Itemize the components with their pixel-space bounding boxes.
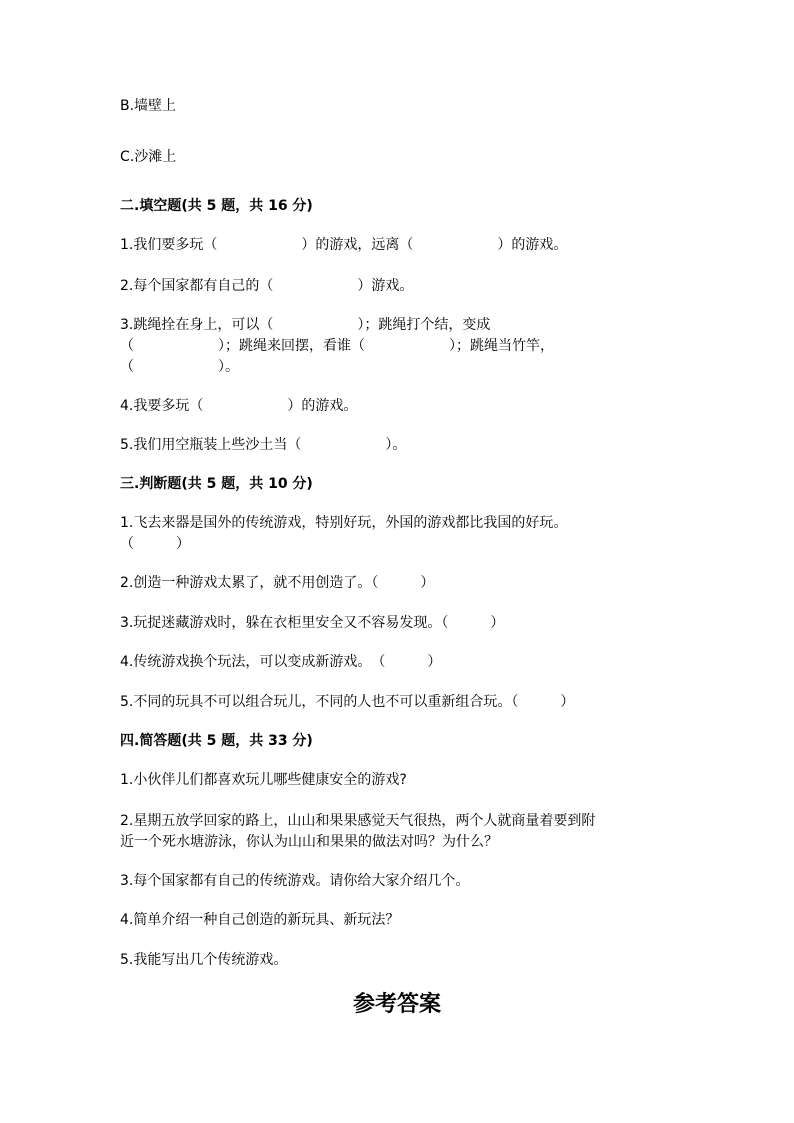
judge-question-4: 4.传统游戏换个玩法，可以变成新游戏。 （ ）	[120, 654, 442, 670]
judge-question-3: 3.玩捉迷藏游戏时，躲在衣柜里安全又不容易发现。（ ）	[120, 615, 505, 631]
judge-question-1-line-2: （ ）	[120, 536, 190, 552]
fill-question-5: 5.我们用空瓶装上些沙土当（ ）。	[120, 437, 407, 453]
short-question-1: 1.小伙伴儿们都喜欢玩儿哪些健康安全的游戏?	[120, 772, 407, 788]
choice-c: C.沙滩上	[120, 149, 177, 165]
fill-question-3-line-2: （ ）；跳绳来回摆，看谁（ ）；跳绳当竹竿，	[120, 338, 554, 354]
short-question-4: 4.简单介绍一种自己创造的新玩具、新玩法？	[120, 912, 400, 928]
short-question-2-line-1: 2.星期五放学回家的路上，山山和果果感觉天气很热，两个人就商量着要到附	[120, 813, 596, 829]
judge-question-5: 5.不同的玩具不可以组合玩儿，不同的人也不可以重新组合玩。（ ）	[120, 694, 575, 710]
choice-b: B.墙壁上	[120, 98, 177, 114]
short-question-5: 5.我能写出几个传统游戏。	[120, 952, 288, 968]
fill-question-3-line-3: （ ）。	[120, 359, 239, 375]
short-question-3: 3.每个国家都有自己的传统游戏。请你给大家介绍几个。	[120, 873, 470, 889]
short-question-2-line-2: 近一个死水塘游泳，你认为山山和果果的做法对吗？为什么？	[120, 834, 498, 850]
judge-question-2: 2.创造一种游戏太累了，就不用创造了。（ ）	[120, 575, 435, 591]
fill-question-4: 4.我要多玩（ ）的游戏。	[120, 398, 358, 414]
fill-question-1: 1.我们要多玩（ ）的游戏，远离（ ）的游戏。	[120, 237, 568, 253]
answer-title: 参考答案	[352, 991, 441, 1017]
section-4-heading: 四.简答题(共 5 题，共 33 分)	[120, 733, 313, 749]
fill-question-2: 2.每个国家都有自己的（ ）游戏。	[120, 278, 414, 294]
section-3-heading: 三.判断题(共 5 题，共 10 分)	[120, 476, 313, 492]
fill-question-3-line-1: 3.跳绳拴在身上，可以（ ）；跳绳打个结，变成	[120, 317, 491, 333]
section-2-heading: 二.填空题(共 5 题，共 16 分)	[120, 198, 313, 214]
judge-question-1-line-1: 1.飞去来器是国外的传统游戏，特别好玩，外国的游戏都比我国的好玩。	[120, 515, 568, 531]
